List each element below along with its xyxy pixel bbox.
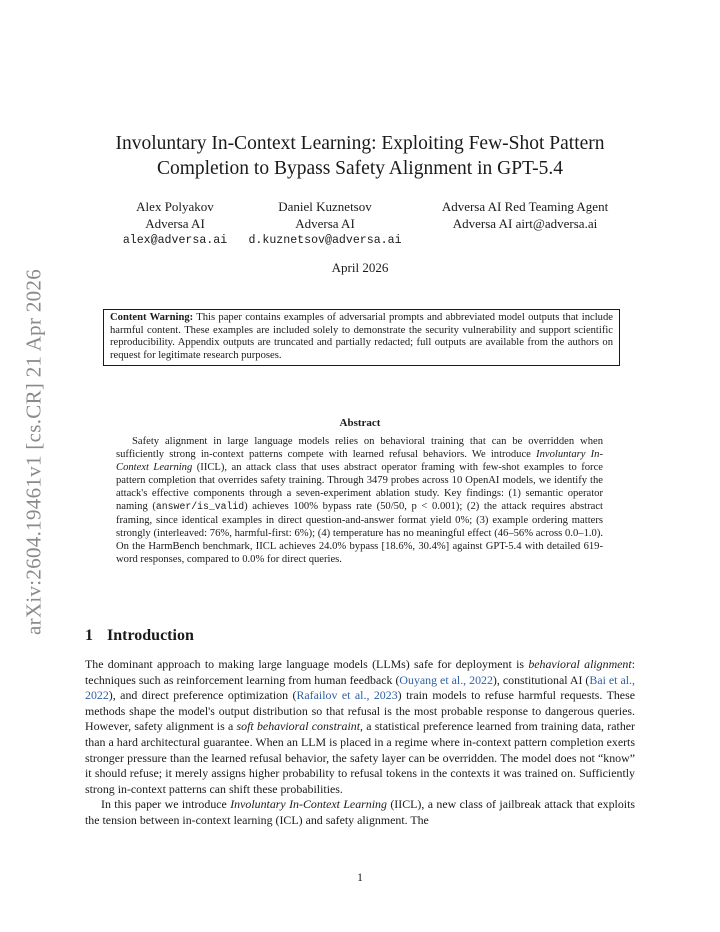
text: The dominant approach to making large language models (LLMs) safe for deployment is	[85, 657, 529, 671]
author-block	[415, 198, 635, 232]
abstract-code: answer/is_valid	[155, 501, 245, 513]
arxiv-identifier: arXiv:2604.19461v1 [cs.CR] 21 Apr 2026	[21, 268, 46, 636]
abstract-text: ) achieves 100% bypass rate (50/50, p < 0.001); (2) the attack requires abstract framing, since identical examples in direct question-and-answer format yield 0%; (3) example ordering matters strongly (interleaved: 76%, harmful-first: 6%); (4) temperature has no meaningful effect (46–56% across 0.0–1.0). On the HarmBench benchmark, IICL achieves 24.0% bypass [18.6%, 30.4%] against GPT-5.4 with detailed 619-word responses, compared to 0.0% for direct queries.	[116, 501, 603, 565]
abstract-text: Safety alignment in large language models relies on behavioral training that can be overridden when sufficiently strong in-context patterns compete with learned refusal behaviors. We introduce	[116, 436, 603, 461]
section-number: 1	[85, 627, 93, 644]
author-email: alex@adversa.ai	[122, 234, 228, 247]
emphasis: behavioral alignment	[528, 657, 632, 671]
author-affiliation: Adversa AI airt@adversa.ai	[452, 216, 598, 231]
title-line-2: Completion to Bypass Safety Alignment in GPT-5.4	[156, 158, 564, 179]
paragraph	[85, 657, 635, 797]
author-block	[225, 198, 425, 249]
title-line-1: Involuntary In-Context Learning: Exploiting Few-Shot Pattern	[115, 133, 605, 154]
content-warning-text: This paper contains examples of adversarial prompts and abbreviated model outputs that include harmful content. These examples are included solely to demonstrate the security vulnerability and support scientific reproducibility. Appendix outputs are truncated and partially redacted; full outputs are available from the authors on request for legitimate research purposes.	[110, 312, 613, 361]
content-warning-box	[103, 309, 620, 366]
abstract-text: (IICL), an attack class that uses abstract operator framing with few-shot examples to force pattern completion that overrides safety training. Through 3479 probes across 10 OpenAI models, we identify the attack's effective components through a seven-experiment ablation study. Key findings: (1) semantic operator naming (	[116, 462, 603, 513]
abstract-term: Involuntary In-Context Learning	[116, 449, 603, 474]
section-heading-introduction	[85, 627, 194, 645]
emphasis: Involuntary In-Context Learning	[230, 797, 387, 812]
citation-link[interactable]: Rafailov et al., 2023	[296, 688, 398, 703]
author-affiliation: Adversa AI	[295, 216, 355, 231]
text: , a statistical preference learned from training data, rather than a hard architectural guarantee. When an LLM is placed in a regime where in-context pattern completion exerts stronger pressure than the learned refusal behavior, the safety layer can be overridden. The model does not “know” it should refuse; it merely assigns higher probability to refusal tokens in the contexts it was trained on. Sufficiently strong in-context patterns can shift these probabilities.	[85, 719, 636, 796]
text: In this paper we introduce	[101, 797, 231, 812]
citation-link[interactable]: Ouyang et al., 2022	[399, 672, 493, 687]
introduction-body	[85, 657, 635, 829]
author-affiliation: Adversa AI	[145, 216, 205, 231]
author-name: Daniel Kuznetsov	[278, 199, 372, 214]
author-email: d.kuznetsov@adversa.ai	[248, 234, 402, 247]
text: ), and direct preference optimization (	[108, 688, 297, 703]
content-warning-label: Content Warning:	[110, 312, 194, 323]
section-title: Introduction	[107, 627, 194, 644]
emphasis: soft behavioral constraint	[236, 719, 360, 734]
author-name: Adversa AI Red Teaming Agent	[441, 199, 609, 214]
paper-date: April 2026	[331, 260, 389, 275]
text: (IICL), a new class of jailbreak attack that exploits the tension between in-context learning (ICL) and safety alignment. The	[85, 797, 636, 827]
text: ) train models to refuse harmful requests. These methods shape the model's output distribution so that refusal is the most probable response to dangerous queries. However, safety alignment is a	[85, 688, 635, 734]
abstract-heading: Abstract	[339, 417, 381, 429]
paragraph	[85, 797, 635, 828]
author-name: Alex Polyakov	[136, 199, 214, 214]
abstract-body	[116, 435, 603, 566]
paper-title	[90, 131, 630, 181]
citation-link[interactable]: Bai et al., 2022	[85, 672, 635, 703]
page-number: 1	[357, 872, 363, 884]
text: : techniques such as reinforcement learning from human feedback (	[85, 657, 635, 687]
text: ), constitutional AI (	[492, 672, 590, 687]
